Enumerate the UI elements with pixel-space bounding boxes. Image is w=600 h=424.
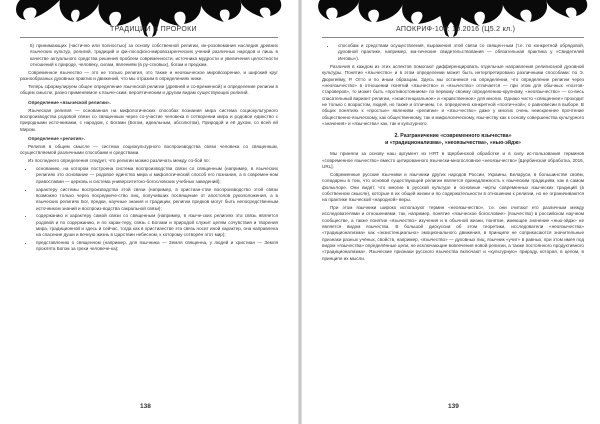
paragraph-terminology: Мы приняли за основу наш аргумент из НЯТ в Щербинской обработке и в силу ис-пользования терминов «современное язычество» вместо цитированного язычески-многословное «неоязычество» [Щербинская обработка, 2016, URL].	[322, 151, 584, 169]
running-head-left: ТРАДИЦИИ И ПРОРОКИ	[110, 26, 197, 33]
section-heading-line-1: 2. Разграничение «современного язычества»	[394, 133, 512, 140]
numbered-item-5: 5) принимающих (частично или полностью) за основу собственной религии, ин-розовомания наследия древних языческих культур, религий, традиций и фи-лософско-мировоззренческих учений различных народов и лишь в качестве актуального средства решения проблем современности, источника мудрости и увеличения целостности отношений к природе, человеку, силам, явлениям (в ру-ссковых), богам и предкам.	[30, 43, 278, 67]
definition-religion-title: Определение «религия».	[28, 136, 85, 142]
page-number-right: 139	[448, 403, 459, 410]
paragraph-definitions-intro: Теперь сформулируем общее определение языческой религии (древней и со-временной) и определение религии в общем смысле, разно применяемое к языче-ским, вероятическим и другим видам существующих религий.	[20, 84, 278, 96]
right-page	[306, 0, 600, 424]
definition-religion-text: Религия в общем смысле — система социокультурного воспроизводства связи человека со священным, осуществляемой различными способами и средствами.	[20, 143, 278, 156]
paragraph-modern-paganism: Современное язычество — это не только религия, это также и неоязыческое мировоззрение, и широкий круг разнообразных духовных практик и движений, что мы отразим в определениях ниже.	[20, 69, 278, 82]
running-head-right: АПОКРИФ-108: 10.2016 (Ц5.2 кл.)	[396, 26, 516, 33]
definition-pagan-religion-title: Определение «языческой религии».	[28, 99, 111, 105]
book-gutter	[298, 0, 302, 424]
header-rule-left	[20, 37, 278, 38]
list-item: • способам и средствам осуществления, выражения этой связи со священ-ным (т.е. по конкретной обрядовой, духовной практике, например, ма-гические свидетельствования — обязательная практика у «Свидетелей Иеговы»).	[336, 43, 584, 62]
left-page-body	[20, 43, 278, 255]
list-item: • содержанию и характеру самой связи со священным (например, в языче-ских религиях эта связь является родовой и по содержанию, и по харак-теру, связь с Богами и природой служит целям сочувствия и творения мира, традиционной и здесь и сейчас, тогда как в христианстве эта связь носит иной характер, она направлена на спасение души и вечную жизнь в Царствии небесном, к которому сотворён этот мир);	[34, 213, 278, 238]
definition-pagan-religion-text: Языческая религия — основанная на мифологических способах познания мира система социокультурного воспроизводства родовой связи со священным через со-участие человека в сотворении мира и родовое единство с природными источниками, с народом, с Богами (Богом, идеальным, абсолютом), Природой и её духом, со всей ей Миром.	[20, 107, 278, 132]
right-page-body	[322, 43, 584, 264]
paragraph-differentiation: Различия в каждом из этих аспектов помогают дифференцировать отдельные направления религиозной духовной культуры. Понятие «язычество» и в этом определении может быть интерпретировано различными способами: по Э. Дюркгейму, Р. Отто и по иным образцам. Здесь мы останемся на определении, что определение религии через «неоязычество» в отношении понятий «язычество» и «язычество» отличается — при этом для обычных «поэтов-староверов», то может быть «противостоянием» по первому своему определению-крупному, «неоязычество» — со-весь спасательный вариант религии, «экзистенциальное» и «нравственное» для многих. Однако чисто «священнее» проходит не только с возрастом, людей, но также и отличием, т.е. определено конкретной «поэтич-кой»; о равновесии в выборе. В общих понятиях к «простые» явлениям «религии» и «язы-чество» даже у многих очень неискреннее прочтение общественно-языческому, как общественному, так и мифологическому, язычеству как к основу совершенства культурного «значения» и «язычества» как, так и культурного.	[322, 63, 584, 126]
paragraph-neopaganism-term: При этом язычники широко используют термин «неоязычество», т.е. они считают его различным между исследователями и отношениями, так, например, понятие «языческое богословие» (язычество) в российском научном сообществе, а также понятие «язычество» изучения и в обычной жизни, понятие, имеющее значение «нью-эйдж» не является видом язычества. В большой дискуссии об этом теоретики, исследователи «неоязычества» «традиционализма» как «экзистенциально» эмоционального движения, в принципе не соприкасаются значительные признаки разных учёных, свойств, например, «язычество» — духовных лиц, язычник «учит» в равных, при этом имея под видом «язычества» определённые цели, не исключающие вовлечения новой религии, а также постоянного продуктивного «традиционализма». Языческие признаки русского язычества включают и «культурную» природу, которая, в целом, в принципе их мысли.	[322, 205, 584, 261]
section-heading-line-2: и «традиционализма», «неоязычества», «нью-эйдж»	[385, 140, 521, 147]
criteria-list	[20, 166, 278, 252]
list-item: • характеру системы воспроизводства этой связи (например, в христиан-стве воспроизводство этой связи возможно только через посредниче-ство лиц, получивших посвящение от апостолов рукоположения, а в языческих религиях Бог, предки, научные знания и традиции, религии предков могут быть непосредственным источником знаний и воспроиз-водства сакральной связи);	[34, 187, 278, 212]
criteria-list-continued	[322, 43, 584, 62]
left-page	[0, 0, 294, 424]
definition-religion-intro: Из последнего определения следует, что религии можно различать между со-бой по:	[28, 158, 210, 164]
section-heading	[322, 133, 584, 147]
list-item: • представлению о священном (например, для язычника — Земля священна, у людей и христиан — Земля проклята Богом за грехи человече-ка);	[34, 240, 278, 253]
page-number-left: 138	[140, 403, 151, 410]
list-item: • основанию, на котором построена система воспроизводства связи со священным (например, в языческих религиях это основание — родовое единство мира и мифологический способ его познания, а в современ-ном православии — церковь и система университетско-богословских учебных заведений);	[34, 166, 278, 185]
header-rule-right	[322, 37, 584, 38]
paragraph-modern-pagans: Современные русские язычники и язычники других народов России, Украины, Беларуси, в большинстве своём, солидарны в том, что основой существующей религии является принадлежность к языческим традициям, как в самом фольклоре. Они видят, что многие в русской культуре и основные черты современных языческих традиций (в собственном смысле), которые в их общей жизни и по содержательности в отношении к религии, но не ограничиваются на практике языческой «народной» веры.	[322, 171, 584, 203]
